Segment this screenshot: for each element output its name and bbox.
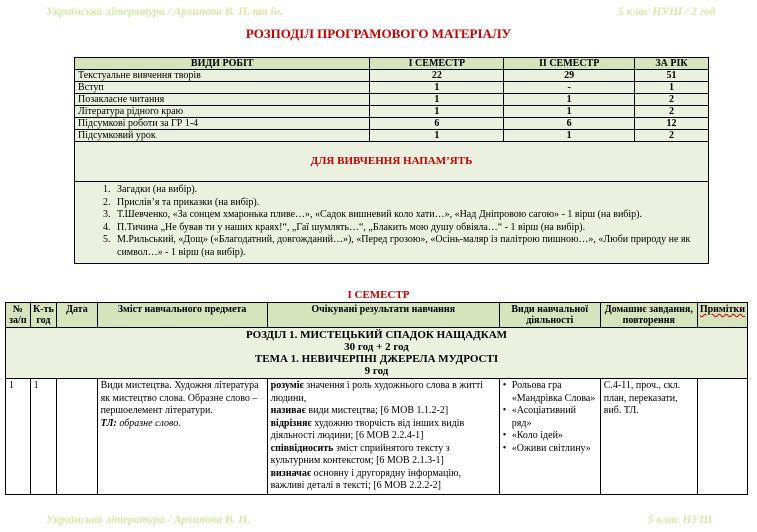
- lesson-content: [97, 379, 267, 495]
- outcome-item: називає види мистецтва; [6 МОВ 1.1.2-2]: [270, 405, 449, 416]
- table-row: [75, 82, 709, 94]
- table-row: [75, 70, 709, 82]
- memorize-item: 3. Т.Шевченко, «За сонцем хмаронька пливе…», «Садок вишневий коло хати…», «Над Дніпровою сагою» - 1 вірш (на вибір).: [113, 209, 704, 222]
- topic-hours: 9 год: [364, 365, 389, 377]
- lesson-hours: 1: [30, 379, 57, 495]
- work-type: Текстуальне вивчення творів: [75, 70, 370, 82]
- semester-2-value: 6: [504, 118, 635, 130]
- section-heading: [6, 328, 748, 379]
- year-value: 2: [635, 94, 709, 106]
- semester-1-value: 1: [370, 106, 504, 118]
- section-row: [6, 328, 748, 379]
- year-value: 1: [635, 82, 709, 94]
- col-header-activities: Види навчальної діяльності: [499, 303, 600, 328]
- year-value: 51: [635, 70, 709, 82]
- lesson-outcomes: [267, 379, 499, 495]
- year-value: 2: [635, 106, 709, 118]
- lesson-notes: [697, 379, 747, 495]
- memorize-item: 5. М.Рильський, «Дощ» («Благодатний, довгожданий…»), «Перед грозою», «Осінь-маляр із палітрою пишною…», «Люби природу не як символ…» - 1 вірш (на вибір).: [113, 234, 704, 259]
- col-header-semester-1: І СЕМЕСТР: [370, 58, 504, 70]
- outcome-item: розуміє значення і роль художнього слова в житті людини,: [270, 380, 484, 404]
- table-row: [75, 106, 709, 118]
- activity-item: • «Асоціативний ряд»: [503, 405, 597, 430]
- semester-1-value: 1: [370, 82, 504, 94]
- col-header-hours: К-ть год: [30, 303, 57, 328]
- outcome-item: відрізняє художню творчість від інших видів діяльності людини; [6 МОВ 2.2.4-1]: [270, 417, 465, 441]
- outcome-item: співвідносить зміст сприйнятого тексту з культурним контекстом; [6 МОВ 2.1.3-1]: [270, 442, 450, 466]
- activity-item: • «Коло ідей»: [503, 430, 597, 443]
- semester-2-value: 1: [504, 130, 635, 142]
- table-row: [75, 94, 709, 106]
- outcome-item: визначає основну і другорядну інформацію, важливі деталі в тексті; [6 МОВ 2.2.2-2]: [270, 467, 462, 491]
- semester-2-value: -: [504, 82, 635, 94]
- memorize-list-cell: [75, 182, 709, 264]
- footer-left: Українська література / Архипова В. П.: [46, 514, 251, 526]
- memorize-item: 2. Прислів’я та приказки (на вибір).: [113, 197, 704, 210]
- section-hours: 30 год + 2 год: [344, 341, 409, 353]
- semester-1-value: 1: [370, 130, 504, 142]
- content-tl: ТЛ: образне слово.: [100, 417, 181, 429]
- work-type: Позакласне читання: [75, 94, 370, 106]
- work-type: Література рідного краю: [75, 106, 370, 118]
- memorize-title: ДЛЯ ВИВЧЕННЯ НАПАМ’ЯТЬ: [75, 142, 709, 182]
- year-value: 2: [635, 130, 709, 142]
- semester-2-value: 29: [504, 70, 635, 82]
- year-value: 12: [635, 118, 709, 130]
- semester-1-value: 1: [370, 94, 504, 106]
- distribution-table: [74, 57, 709, 264]
- footer-right: 5 клас НУШ: [648, 514, 713, 526]
- semester-1-value: 22: [370, 70, 504, 82]
- header-right: 5 клас НУШ / 2 год: [618, 6, 716, 18]
- semester-2-value: 1: [504, 94, 635, 106]
- content-text: Види мистецтва. Художня література як мистецтво слова. Образне слово – першоелемент літератури.: [100, 380, 259, 416]
- col-header-year: ЗА РІК: [635, 58, 709, 70]
- semester-1-value: 6: [370, 118, 504, 130]
- lesson-number: 1: [6, 379, 31, 495]
- lesson-date: [57, 379, 97, 495]
- col-header-notes: Примітки: [697, 303, 747, 328]
- work-type: Підсумковий урок: [75, 130, 370, 142]
- col-header-number: № за/п: [6, 303, 31, 328]
- topic-title: ТЕМА 1. НЕВИЧЕРПНІ ДЖЕРЕЛА МУДРОСТІ: [254, 353, 499, 365]
- memorize-item: 4. П.Тичина „Не бував ти у наших краях!“, „Гаї шумлять…“, „Блакить мою душу обвіяла…“ - 1 вірш (на вибір).: [113, 222, 704, 235]
- memorize-list: [113, 184, 704, 259]
- col-header-date: Дата: [57, 303, 97, 328]
- page-title: РОЗПОДІЛ ПРОГРАМОВОГО МАТЕРІАЛУ: [245, 26, 512, 41]
- header-left: Українська література / Архипова В. П. та ін.: [46, 6, 284, 18]
- work-type: Вступ: [75, 82, 370, 94]
- section-title: РОЗДІЛ 1. МИСТЕЦЬКИЙ СПАДОК НАЩАДКАМ: [245, 329, 508, 341]
- col-header-content: Зміст навчального предмета: [97, 303, 267, 328]
- distribution-header-row: [75, 58, 709, 70]
- col-header-homework: Домашнє завдання, повторення: [600, 303, 697, 328]
- lesson-plan-table: [5, 302, 748, 495]
- semester-title: І СЕМЕСТР: [347, 289, 410, 301]
- col-header-outcomes: Очікувані результати навчання: [267, 303, 499, 328]
- activity-item: • «Оживи світлину»: [503, 443, 597, 456]
- col-header-work-types: ВИДИ РОБІТ: [75, 58, 370, 70]
- lesson-homework: С.4-11, проч., скл. план, переказати, виб. ТЛ.: [600, 379, 697, 495]
- lesson-activities: [499, 379, 600, 495]
- memorize-item: 1. Загадки (на вибір).: [113, 184, 704, 197]
- table-row: [75, 118, 709, 130]
- work-type: Підсумкові роботи за ГР 1-4: [75, 118, 370, 130]
- table-row: [75, 130, 709, 142]
- activities-list: [503, 380, 597, 455]
- memorize-list-row: [75, 182, 709, 264]
- table-row: [6, 379, 748, 495]
- col-header-semester-2: ІІ СЕМЕСТР: [504, 58, 635, 70]
- semester-2-value: 1: [504, 106, 635, 118]
- memorize-title-row: [75, 142, 709, 182]
- activity-item: • Рольова гра «Мандрівка Слова»: [503, 380, 597, 405]
- plan-header-row: [6, 303, 748, 328]
